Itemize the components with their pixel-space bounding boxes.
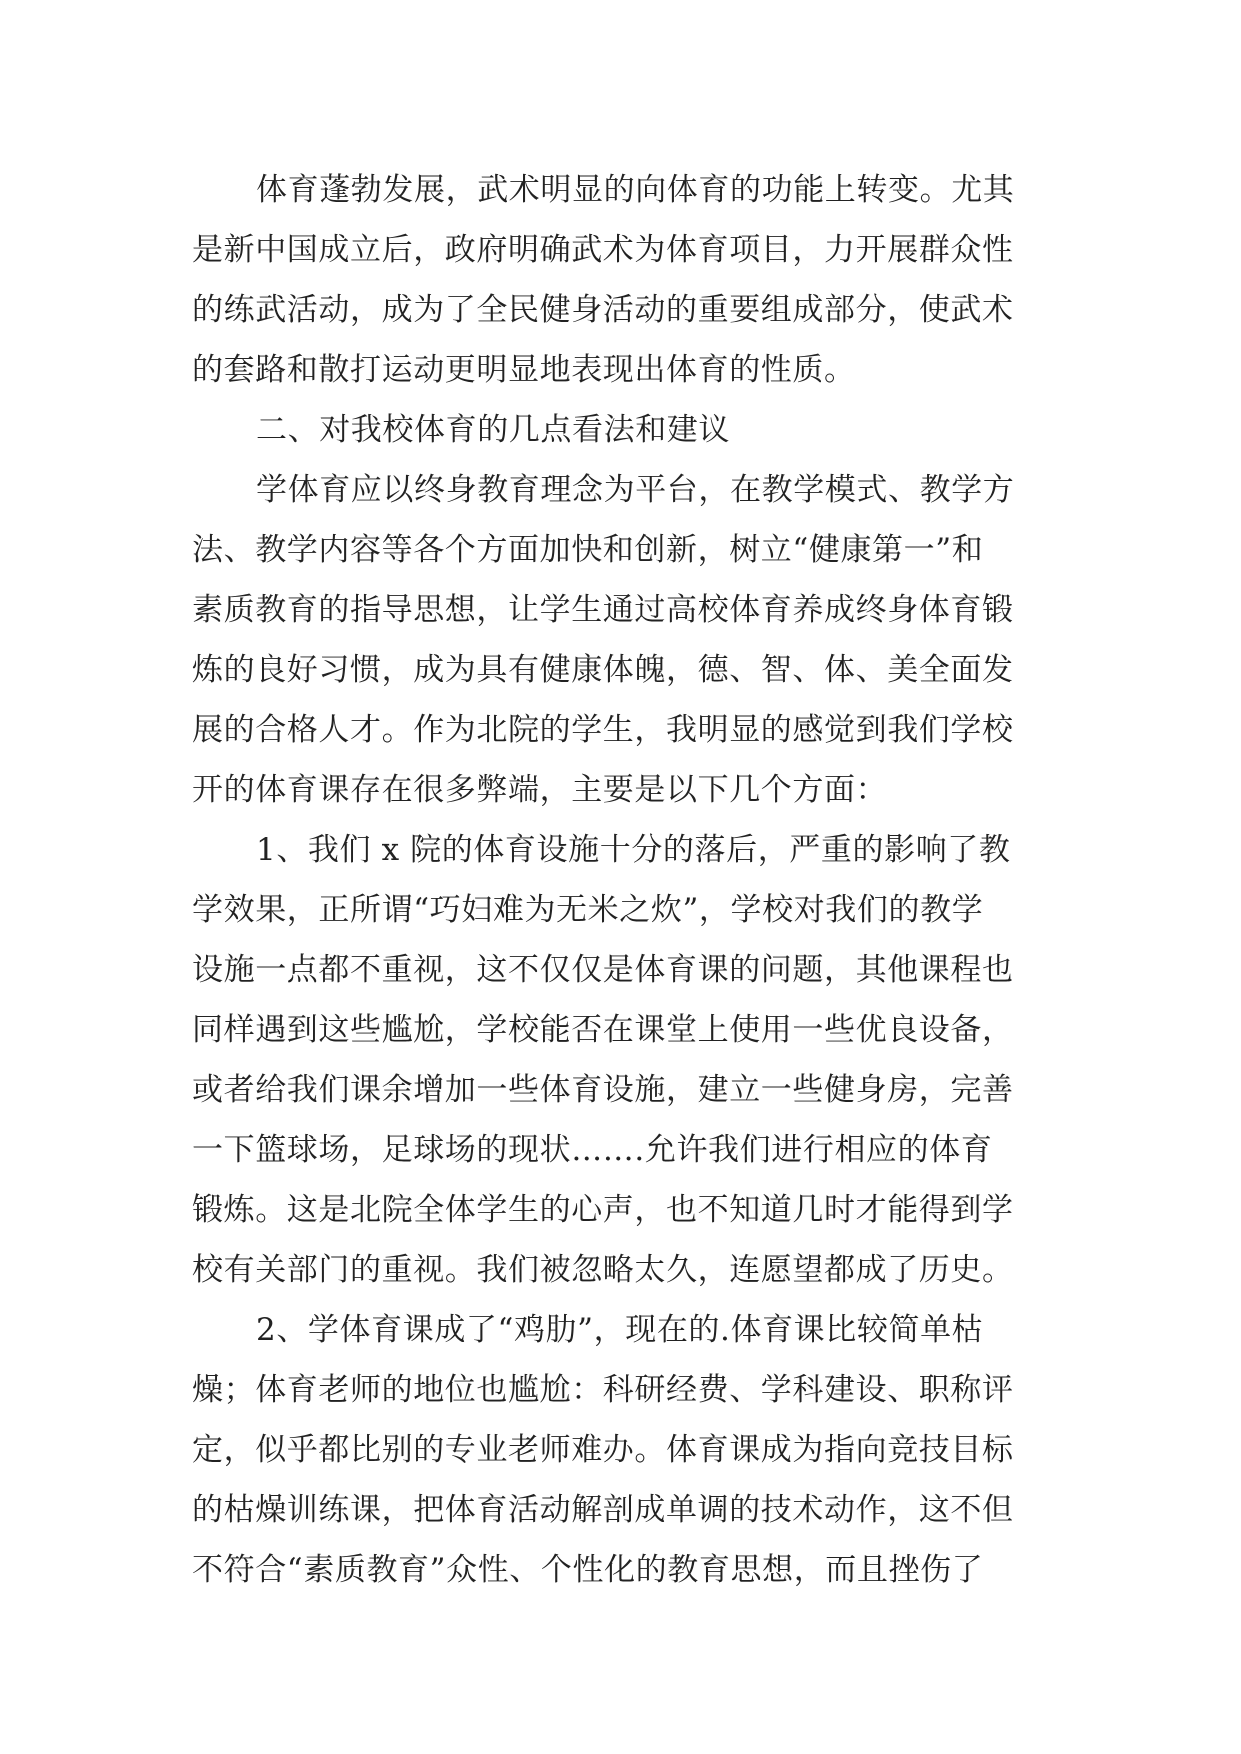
text-line: 的套路和散打运动更明显地表现出体育的性质。 [192,352,856,388]
text-line: 定，似乎都比别的专业老师难办。体育课成为指向竞技目标 [192,1432,1014,1468]
text-line: 一下篮球场，足球场的现状…….允许我们进行相应的体育 [192,1132,993,1168]
text-line: 学效果，正所谓“巧妇难为无米之炊”，学校对我们的教学 [192,892,984,928]
text-line: 校有关部门的重视。我们被忽略太久，连愿望都成了历史。 [192,1252,1014,1288]
text-line: 素质教育的指导思想，让学生通过高校体育养成终身体育锻 [192,592,1014,628]
section-heading: 二、对我校体育的几点看法和建议 [256,412,730,448]
text-line: 炼的良好习惯，成为具有健康体魄，德、智、体、美全面发 [192,652,1014,688]
text-line: 的枯燥训练课，把体育活动解剖成单调的技术动作，这不但 [192,1492,1014,1528]
text-line: 或者给我们课余增加一些体育设施，建立一些健身房，完善 [192,1072,1014,1108]
text-line: 同样遇到这些尴尬，学校能否在课堂上使用一些优良设备， [192,1012,1014,1048]
text-line: 设施一点都不重视，这不仅仅是体育课的问题，其他课程也 [192,952,1014,988]
text-line: 不符合“素质教育”众性、个性化的教育思想，而且挫伤了 [192,1552,984,1588]
text-line: 开的体育课存在很多弊端，主要是以下几个方面： [192,772,888,808]
text-line: 展的合格人才。作为北院的学生，我明显的感觉到我们学校 [192,712,1014,748]
text-line: 的练武活动，成为了全民健身活动的重要组成部分，使武术 [192,292,1014,328]
text-line: 法、教学内容等各个方面加快和创新，树立“健康第一”和 [192,532,984,568]
text-line: 体育蓬勃发展，武术明显的向体育的功能上转变。尤其 [256,172,1015,208]
document-body [192,160,1072,1600]
text-line: 1、我们 x 院的体育设施十分的落后，严重的影响了教 [256,832,1011,868]
text-line: 锻炼。这是北院全体学生的心声，也不知道几时才能得到学 [192,1192,1014,1228]
text-line: 2、学体育课成了“鸡肋”，现在的.体育课比较简单枯 [256,1312,984,1348]
text-line: 是新中国成立后，政府明确武术为体育项目，力开展群众性 [192,232,1014,268]
text-line: 学体育应以终身教育理念为平台，在教学模式、教学方 [256,472,1015,508]
text-line: 燥；体育老师的地位也尴尬：科研经费、学科建设、职称评 [192,1372,1014,1408]
